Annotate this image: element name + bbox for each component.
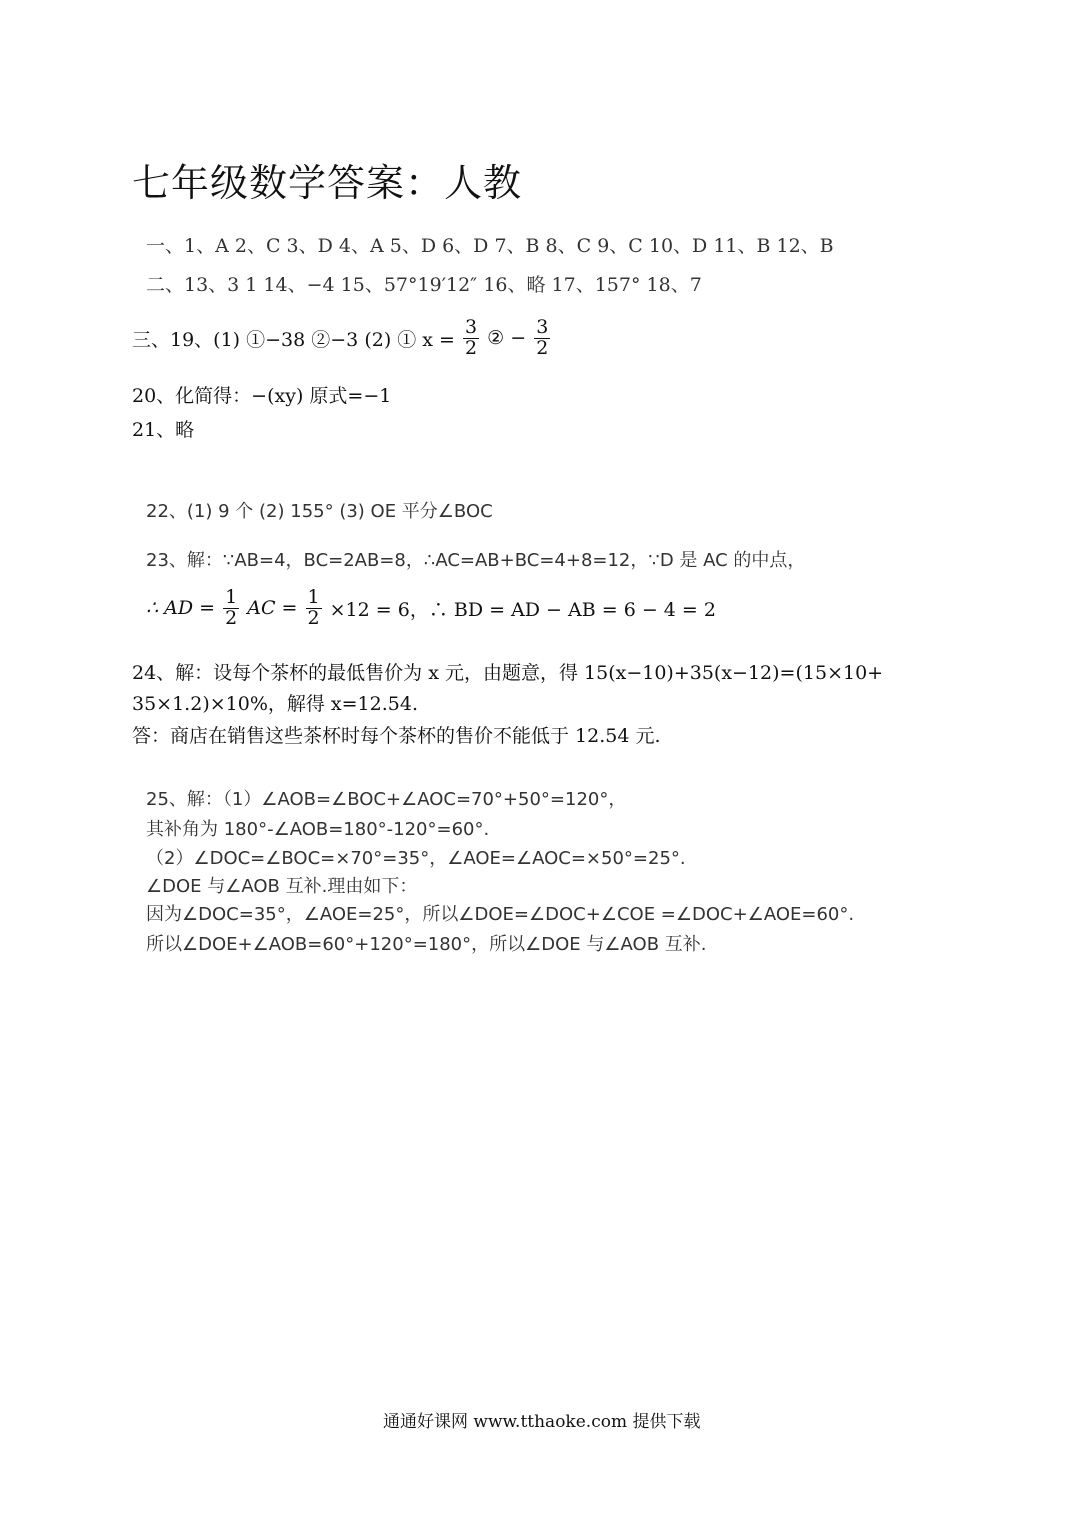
answer-19-fraction-1 <box>463 318 479 359</box>
answer-25-line-6: 所以∠DOE+∠AOB=60°+120°=180°，所以∠DOE 与∠AOB 互补. <box>146 934 707 955</box>
fraction-denominator: 2 <box>225 606 238 629</box>
answer-section-2: 二、13、3 1 14、−4 15、57°19′12″ 16、略 17、157° 18、7 <box>146 274 702 296</box>
answer-21: 21、略 <box>132 419 195 441</box>
answer-23-fraction-2 <box>306 588 322 629</box>
fraction-numerator: 3 <box>465 316 478 338</box>
answer-22: 22、(1) 9 个 (2) 155° (3) OE 平分∠BOC <box>146 501 493 522</box>
answer-23-part-a: ∴ AD = <box>146 597 216 620</box>
answer-20: 20、化简得：−(xy) 原式=−1 <box>132 385 392 407</box>
fraction-numerator: 3 <box>536 316 549 338</box>
page-title: 七年级数学答案：人教 <box>132 161 523 205</box>
answer-24-line-1: 24、解：设每个茶杯的最低售价为 x 元，由题意，得 15(x−10)+35(x−12)=(15×10+ <box>132 662 884 684</box>
answer-section-1: 一、1、A 2、C 3、D 4、A 5、D 6、D 7、B 8、C 9、C 10、D 11、B 12、B <box>146 235 834 257</box>
answer-19-prefix: 三、19、(1) ①−38 ②−3 (2) ① x = <box>132 328 455 351</box>
answer-25-line-1: 25、解：（1）∠AOB=∠BOC+∠AOC=70°+50°=120°， <box>146 789 627 810</box>
answer-25-line-2: 其补角为 180°-∠AOB=180°-120°=60°. <box>146 819 490 840</box>
fraction-numerator: 1 <box>225 586 238 608</box>
fraction-denominator: 2 <box>307 606 320 629</box>
answer-23-part-b: AC = <box>247 597 298 620</box>
answer-23-line-2 <box>146 588 716 629</box>
answer-24-line-2: 35×1.2)×10%，解得 x=12.54. <box>132 693 418 715</box>
answer-25-line-5: 因为∠DOC=35°，∠AOE=25°，所以∠DOE=∠DOC+∠COE =∠DOC+∠AOE=60°. <box>146 904 855 925</box>
answer-24-line-3: 答：商店在销售这些茶杯时每个茶杯的售价不能低于 12.54 元. <box>132 725 661 747</box>
answer-19-fraction-2 <box>534 318 550 359</box>
answer-23-line-1: 23、解：∵AB=4，BC=2AB=8，∴AC=AB+BC=4+8=12，∵D 是 AC 的中点， <box>146 550 806 571</box>
fraction-denominator: 2 <box>465 336 478 359</box>
footer-credit: 通通好课网 www.tthaoke.com 提供下载 <box>383 1412 701 1432</box>
answer-23-fraction-1 <box>223 588 239 629</box>
answer-23-part-c: ×12 = 6，∴ BD = AD − AB = 6 − 4 = 2 <box>329 598 716 621</box>
fraction-numerator: 1 <box>307 586 320 608</box>
fraction-denominator: 2 <box>536 336 549 359</box>
answer-25-line-3: （2）∠DOC=∠BOC=×70°=35°，∠AOE=∠AOC=×50°=25°. <box>146 848 686 869</box>
answer-25-line-4: ∠DOE 与∠AOB 互补.理由如下： <box>146 876 418 897</box>
answer-19-mid: ② − <box>487 327 527 350</box>
answer-19 <box>132 318 552 359</box>
